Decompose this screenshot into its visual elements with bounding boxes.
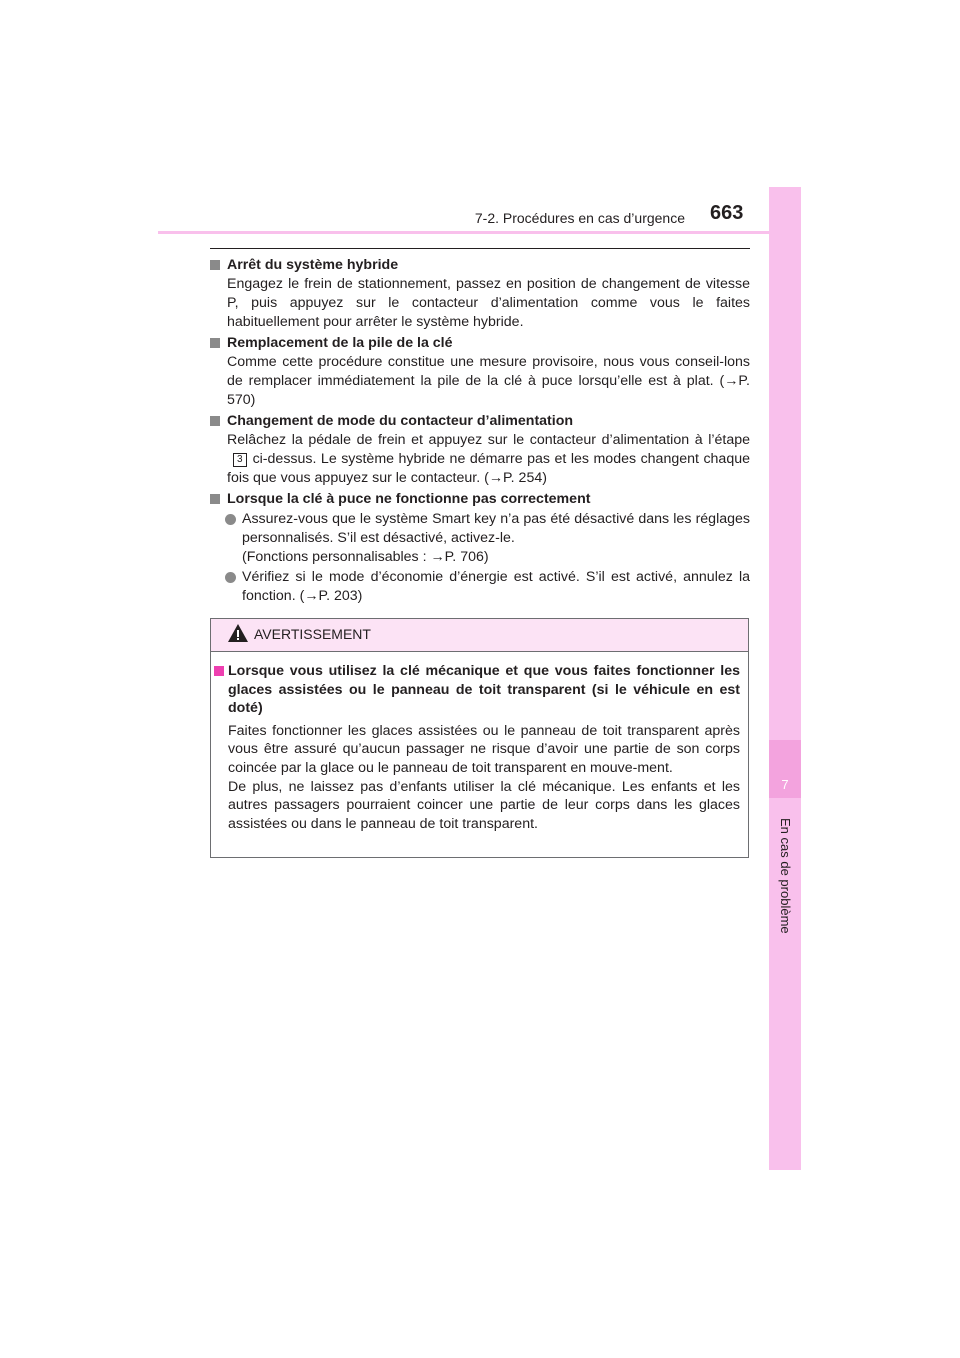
item-mode-change <box>210 412 750 488</box>
arrow-icon: → <box>724 373 739 389</box>
warning-label: AVERTISSEMENT <box>254 626 371 642</box>
square-bullet-icon <box>210 338 220 348</box>
chapter-tab <box>769 187 801 1170</box>
page-reference[interactable]: P. 706) <box>444 549 489 565</box>
item-text: Relâchez la pédale de frein et appuyez sur le contacteur d’alimentation à l’étape3 ci-dessus. Le système hybride ne démarre pas et les modes changent chaque fois que vous appuyez sur le contacteur. (→P. 254) <box>227 432 750 486</box>
warning-triangle-icon <box>227 623 249 643</box>
list-item: Vérifiez si le mode d’économie d’énergie est activé. S’il est activé, annulez la fonction. (→P. 203) <box>210 568 750 606</box>
item-title: Lorsque la clé à puce ne fonctionne pas correctement <box>227 491 591 507</box>
warning-subtitle: Lorsque vous utilisez la clé mécanique et que vous faites fonctionner les glaces assistées ou le panneau de toit transparent (si le véhicule en est doté) <box>228 663 740 717</box>
item-title: Remplacement de la pile de la clé <box>227 335 453 351</box>
warning-body <box>211 652 748 833</box>
page-reference[interactable]: P. 203) <box>318 588 363 604</box>
warning-text: Faites fonctionner les glaces assistées ou le panneau de toit transparent après vous être assuré qu’aucun passager ne risque d’avoir une partie de son corps coincée par la glace ou le panneau de toit transparent en mouve-ment. De plus, ne laissez pas d’enfants utiliser la clé mécanique. Les enfants et les autres passagers pourraient coincer une partie de leur corps dans les glaces assistées ou dans le panneau de toit transparent. <box>228 722 740 832</box>
item-text: Comme cette procédure constitue une mesure provisoire, nous vous conseil-lons de remplacer immédiatement la pile de la clé à puce lorsqu’elle est à plat. (→P. 570) <box>227 354 750 408</box>
square-bullet-icon <box>210 260 220 270</box>
square-bullet-icon <box>210 494 220 504</box>
arrow-icon: → <box>304 588 319 604</box>
warning-box <box>210 618 749 858</box>
square-bullet-icon <box>210 416 220 426</box>
arrow-icon: → <box>488 470 504 486</box>
round-bullet-icon <box>225 572 236 583</box>
item-hybrid-stop <box>210 256 750 332</box>
item-smart-key <box>210 490 750 606</box>
item-title: Changement de mode du contacteur d’alimentation <box>227 413 574 429</box>
header-rule <box>158 231 800 234</box>
step-number-box: 3 <box>233 453 247 467</box>
round-bullet-icon <box>225 514 236 525</box>
content-rule <box>210 248 750 249</box>
chapter-number: 7 <box>781 777 789 792</box>
item-title: Arrêt du système hybride <box>227 257 399 273</box>
page-reference[interactable]: P. 570) <box>227 373 750 408</box>
list-item: Assurez-vous que le système Smart key n’a pas été désactivé dans les réglages personnalisés. S’il est désactivé, activez-le. (Fonctions personnalisables : →P. 706) <box>210 510 750 567</box>
square-bullet-icon <box>214 666 224 676</box>
arrow-icon: → <box>430 549 445 565</box>
chapter-label: En cas de problème <box>778 818 793 934</box>
page-reference[interactable]: P. 254) <box>503 470 547 486</box>
warning-header <box>211 619 748 652</box>
item-battery <box>210 334 750 410</box>
item-text: Engagez le frein de stationnement, passez en position de changement de vitesse P, puis appuyez sur le contacteur d’alimentation comme vous le faites habituellement pour arrêter le système hybride. <box>227 276 750 330</box>
section-title: 7-2. Procédures en cas d’urgence <box>474 210 685 226</box>
content <box>210 256 750 608</box>
page-number: 663 <box>710 202 744 224</box>
